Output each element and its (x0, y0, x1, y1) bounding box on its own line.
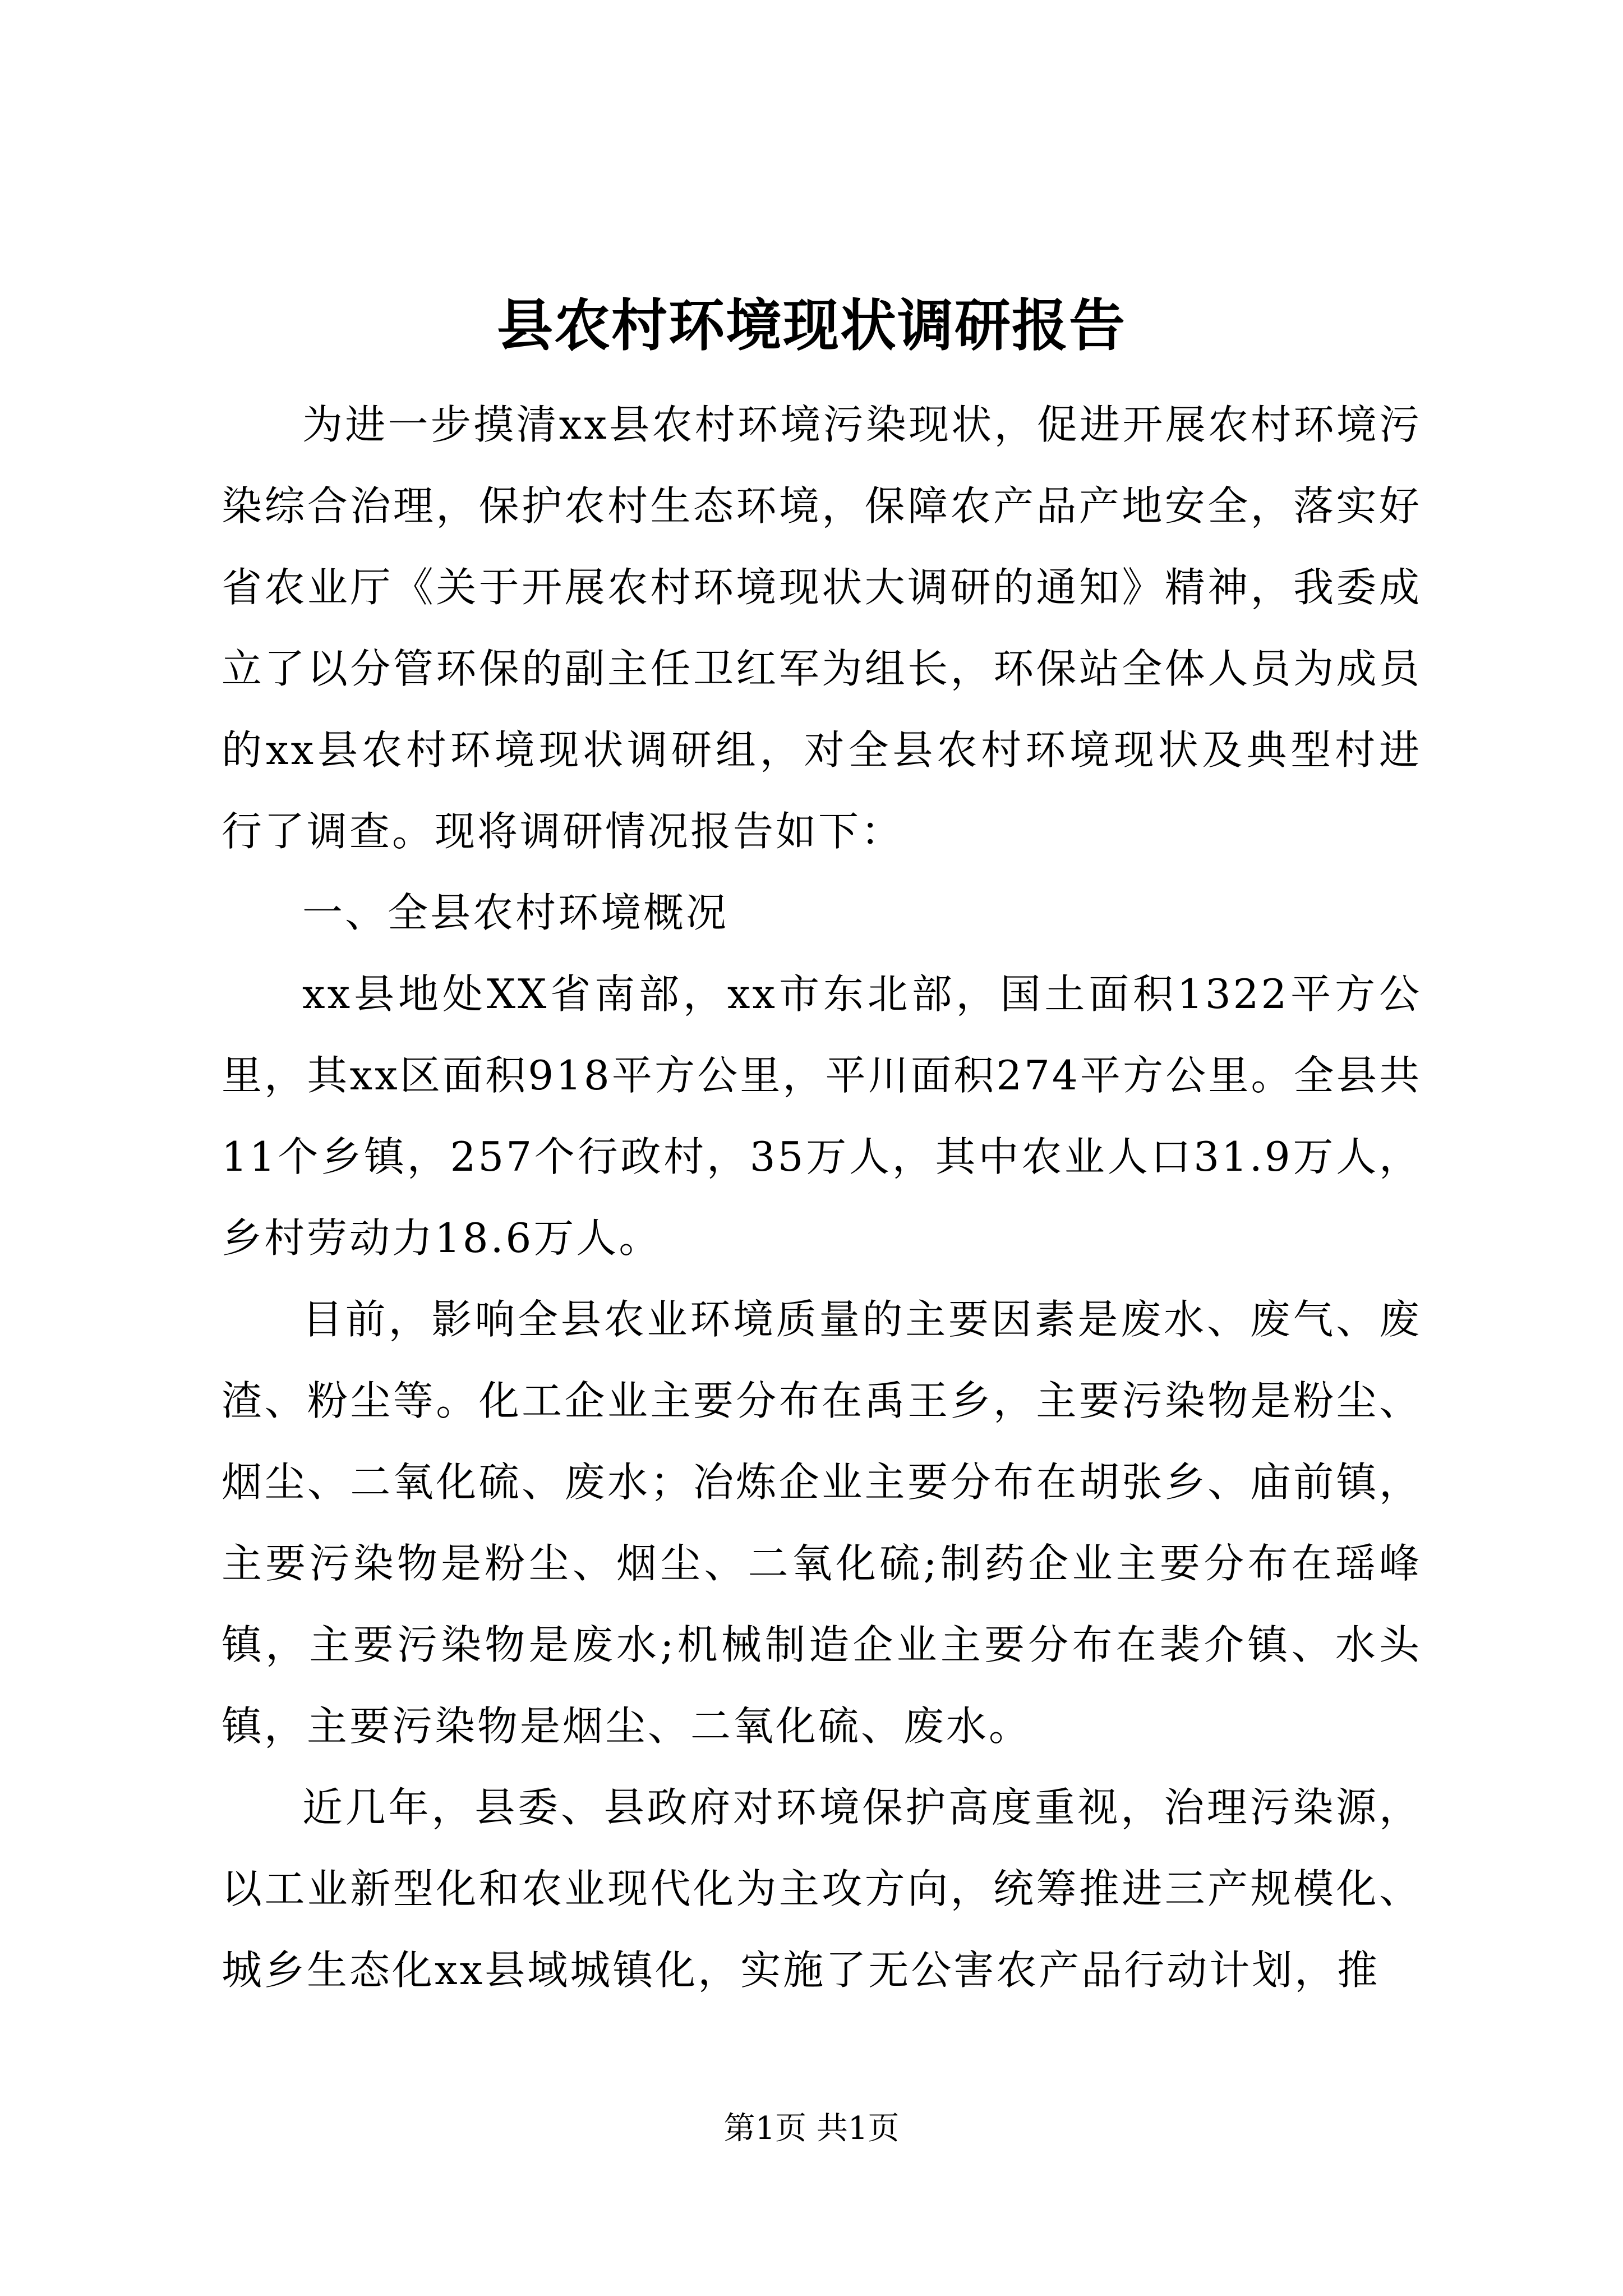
page-number-footer: 第1页 共1页 (723, 2110, 900, 2147)
paragraph-recent-measures: 近几年，县委、县政府对环境保护高度重视，治理污染源，以工业新型化和农业现代化为主攻方向，统筹推进三产规模化、城乡生态化xx县域城镇化，实施了无公害农产品行动计划，推 (222, 1784, 1422, 1994)
paragraph-intro: 为进一步摸清xx县农村环境污染现状，促进开展农村环境污染综合治理，保护农村生态环境，保障农产品产地安全，落实好省农业厅《关于开展农村环境现状大调研的通知》精神，我委成立了以分管环保的副主任卫红军为组长，环保站全体人员为成员的xx县农村环境现状调研组，对全县农村环境现状及典型村进行了调查。现将调研情况报告如下： (222, 401, 1422, 855)
paragraph-county-profile: xx县地处XX省南部，xx市东北部，国土面积1322平方公里，其xx区面积918平方公里，平川面积274平方公里。全县共11个乡镇，257个行政村，35万人，其中农业人口31.9万人，乡村劳动力18.6万人。 (222, 970, 1422, 1262)
document-body (222, 384, 1422, 2011)
document-title: 县农村环境现状调研报告 (497, 292, 1126, 358)
paragraph-pollution-factors: 目前，影响全县农业环境质量的主要因素是废水、废气、废渣、粉尘等。化工企业主要分布在禹王乡，主要污染物是粉尘、烟尘、二氧化硫、废水；冶炼企业主要分布在胡张乡、庙前镇，主要污染物是粉尘、烟尘、二氧化硫;制药企业主要分布在瑶峰镇，主要污染物是废水;机械制造企业主要分布在裴介镇、水头镇，主要污染物是烟尘、二氧化硫、废水。 (222, 1296, 1422, 1750)
section-heading-overview: 一、全县农村环境概况 (302, 889, 729, 936)
